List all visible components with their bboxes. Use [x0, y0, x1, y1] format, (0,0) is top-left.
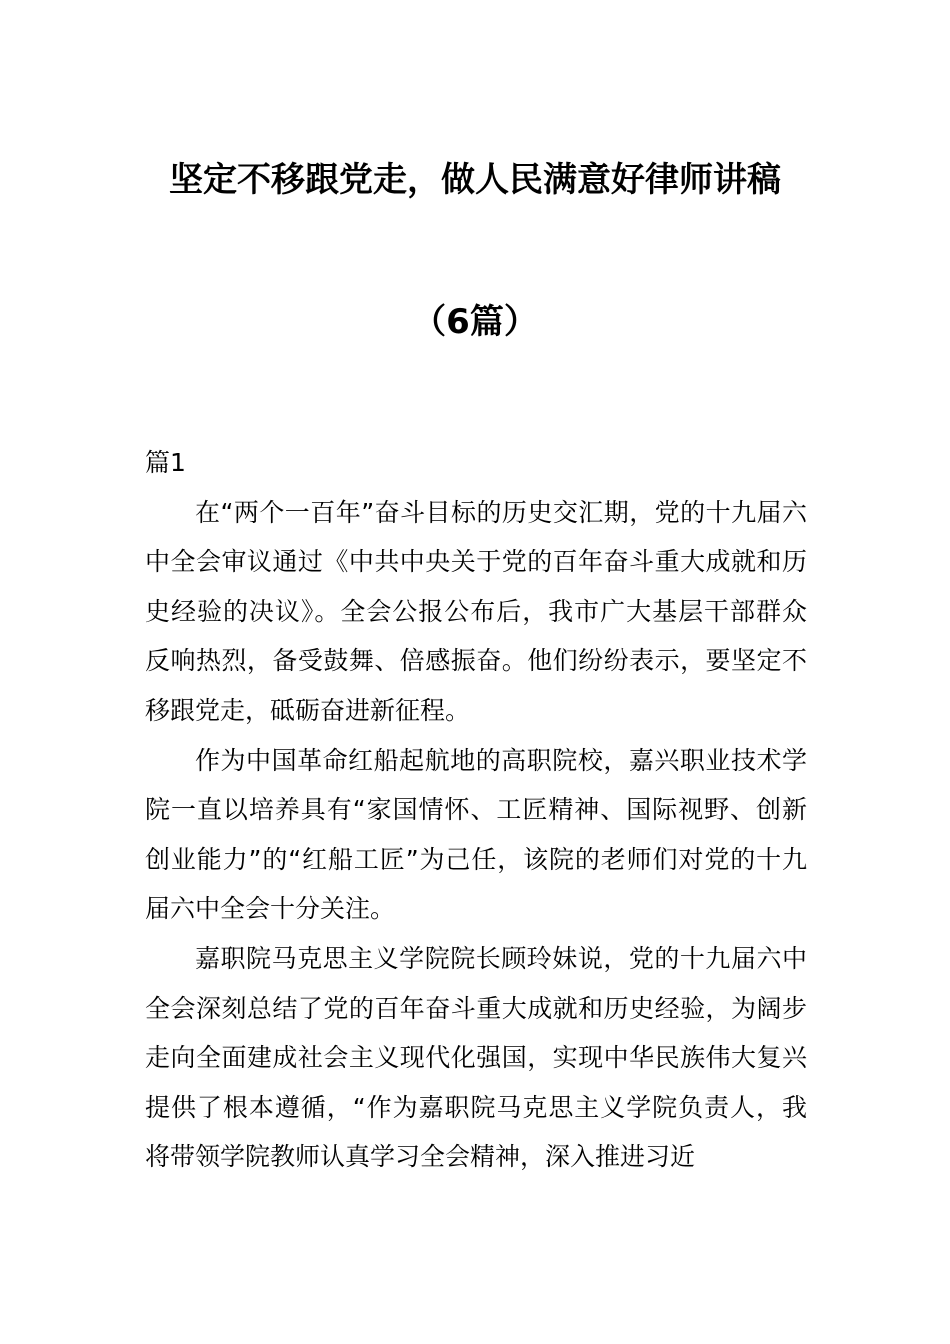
paragraph-2: 作为中国革命红船起航地的高职院校，嘉兴职业技术学院一直以培养具有“家国情怀、工匠精神、国际视野、创新创业能力”的“红船工匠”为己任，该院的老师们对党的十九届六中全会十分关注。 [145, 745, 807, 924]
paragraph-1: 在“两个一百年”奋斗目标的历史交汇期，党的十九届六中全会审议通过《中共中央关于党的百年奋斗重大成就和历史经验的决议》。全会公报公布后，我市广大基层干部群众反响热烈，备受鼓舞、倍感振奋。他们纷纷表示，要坚定不移跟党走，砥砺奋进新征程。 [145, 497, 807, 725]
document-title: 坚定不移跟党走，做人民满意好律师讲稿 [169, 160, 781, 200]
paragraph-3: 嘉职院马克思主义学院院长顾玲妹说，党的十九届六中全会深刻总结了党的百年奋斗重大成就和历史经验，为阔步走向全面建成社会主义现代化强国，实现中华民族伟大复兴提供了根本遵循，“作为嘉职院马克思主义学院负责人，我将带领学院教师认真学习全会精神，深入推进习近 [145, 943, 807, 1172]
document-title-count: （6篇） [412, 302, 538, 342]
section-label: 篇1 [145, 448, 186, 477]
document-body [145, 438, 807, 1182]
